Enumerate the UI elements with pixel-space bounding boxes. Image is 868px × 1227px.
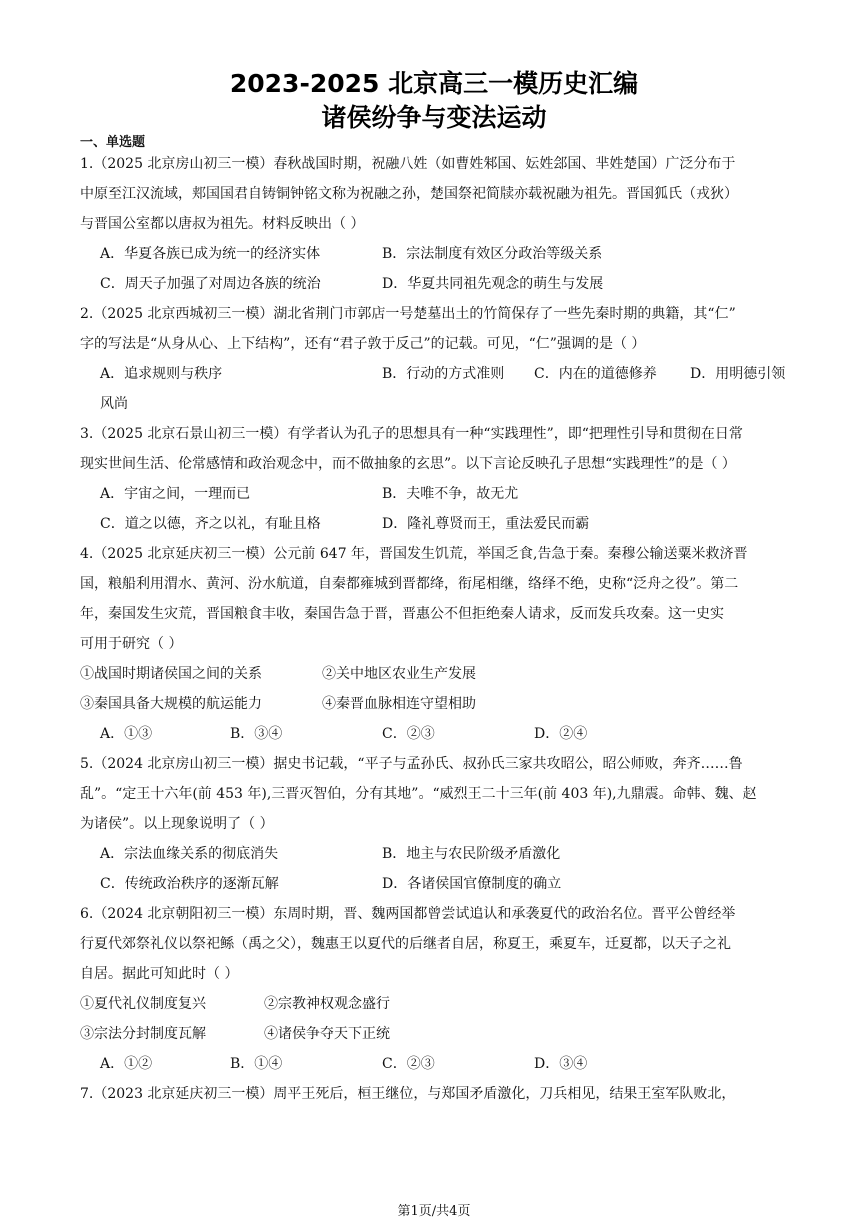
question-5-option-d[interactable]: D．各诸侯国官僚制度的确立	[382, 876, 562, 892]
question-6-option-c[interactable]: C．②③	[382, 1056, 435, 1072]
question-3-option-b[interactable]: B．夫唯不争，故无尤	[382, 486, 519, 502]
question-1-line-1: 1.（2025 北京房山初三一模）春秋战国时期，祝融八姓（如曹姓邾国、妘姓郐国、芈姓楚国）广泛分布于	[80, 156, 736, 172]
question-1-line-2: 中原至江汉流域，郏国国君自铸铜钟铭文称为祝融之孙，楚国祭祀简牍亦载祝融为祖先。晋国狐氏（戎狄）	[80, 186, 738, 202]
question-6-option-a[interactable]: A．①②	[100, 1056, 153, 1072]
question-4-option-a[interactable]: A．①③	[100, 726, 153, 742]
page-number-footer: 第1页/共4页	[397, 1204, 471, 1219]
question-1-line-3: 与晋国公室都以唐叔为祖先。材料反映出（ ）	[80, 216, 365, 232]
question-2-option-d-wrap: 风尚	[100, 396, 128, 412]
question-4-line-3: 年，秦国发生灾荒，晋国粮食丰收，秦国告急于晋，晋惠公不但拒绝秦人请求，反而发兵攻秦。这一史实	[80, 606, 724, 622]
question-1-option-a[interactable]: A．华夏各族已成为统一的经济实体	[100, 246, 321, 262]
question-5-option-b[interactable]: B．地主与农民阶级矛盾激化	[382, 846, 561, 862]
question-6-item-3: ③宗法分封制度瓦解	[80, 1026, 206, 1042]
question-3-option-d[interactable]: D．隆礼尊贤而王，重法爱民而霸	[382, 516, 590, 532]
question-4-line-4: 可用于研究（ ）	[80, 636, 183, 652]
question-6-item-4: ④诸侯争夺天下正统	[264, 1026, 390, 1042]
document-title-line1: 2023-2025 北京高三一模历史汇编	[229, 69, 639, 98]
question-6-line-1: 6.（2024 北京朝阳初三一模）东周时期，晋、魏两国都曾尝试追认和承袭夏代的政治名位。晋平公曾经举	[80, 906, 736, 922]
question-5-option-c[interactable]: C．传统政治秩序的逐渐瓦解	[100, 876, 279, 892]
question-4-line-2: 国，粮船利用渭水、黄河、汾水航道，自秦都雍城到晋都绛，衔尾相继，络绎不绝，史称“泛舟之役”。第二	[80, 576, 739, 592]
question-5-line-1: 5.（2024 北京房山初三一模）据史书记载，“平子与孟孙氏、叔孙氏三家共攻昭公，昭公师败，奔齐……鲁	[80, 756, 743, 772]
question-1-option-c[interactable]: C．周天子加强了对周边各族的统治	[100, 276, 321, 292]
question-4-item-4: ④秦晋血脉相连守望相助	[322, 696, 476, 712]
question-6-item-1: ①夏代礼仪制度复兴	[80, 996, 206, 1012]
document-title-line2: 诸侯纷争与变法运动	[321, 103, 547, 132]
question-5-line-2: 乱”。“定王十六年(前 453 年),三晋灭智伯，分有其地”。“威烈王二十三年(前 403 年),九鼎震。命韩、魏、赵	[80, 786, 757, 802]
question-4-option-c[interactable]: C．②③	[382, 726, 435, 742]
question-3-option-c[interactable]: C．道之以德，齐之以礼，有耻且格	[100, 516, 321, 532]
question-6-line-2: 行夏代郊祭礼仪以祭祀鲧（禹之父），魏惠王以夏代的后继者自居，称夏王，乘夏车，迁夏都，以天子之礼	[80, 936, 731, 952]
question-2-option-c[interactable]: C．内在的道德修养	[534, 366, 657, 382]
question-2-line-1: 2.（2025 北京西城初三一模）湖北省荆门市郭店一号楚墓出土的竹简保存了一些先秦时期的典籍，其“仁”	[80, 306, 736, 322]
question-4-line-1: 4.（2025 北京延庆初三一模）公元前 647 年，晋国发生饥荒，举国乏食,告急于秦。秦穆公输送粟米救济晋	[80, 546, 748, 562]
question-3-option-a[interactable]: A．宇宙之间，一理而已	[100, 486, 251, 502]
question-4-item-3: ③秦国具备大规模的航运能力	[80, 696, 262, 712]
question-4-item-2: ②关中地区农业生产发展	[322, 666, 476, 682]
question-2-line-2: 字的写法是“从身从心、上下结构”，还有“君子敦于反己”的记载。可见，“仁”强调的是（ ）	[80, 336, 646, 352]
question-1-option-b[interactable]: B．宗法制度有效区分政治等级关系	[382, 246, 603, 262]
question-2-option-a[interactable]: A．追求规则与秩序	[100, 366, 223, 382]
question-6-option-b[interactable]: B．①④	[230, 1056, 283, 1072]
question-2-option-d[interactable]: D．用明德引领	[690, 366, 786, 382]
question-6-option-d[interactable]: D．③④	[534, 1056, 588, 1072]
question-3-line-2: 现实世间生活、伦常感情和政治观念中，而不做抽象的玄思”。以下言论反映孔子思想“实践理性”的是（ ）	[80, 456, 736, 472]
question-5-option-a[interactable]: A．宗法血缘关系的彻底消失	[100, 846, 279, 862]
question-6-item-2: ②宗教神权观念盛行	[264, 996, 390, 1012]
question-2-option-b[interactable]: B．行动的方式准则	[382, 366, 505, 382]
question-6-line-3: 自居。据此可知此时（ ）	[80, 966, 239, 982]
question-4-option-b[interactable]: B．③④	[230, 726, 283, 742]
question-3-line-1: 3.（2025 北京石景山初三一模）有学者认为孔子的思想具有一种“实践理性”，即“把理性引导和贯彻在日常	[80, 426, 743, 442]
question-7-line-1: 7.（2023 北京延庆初三一模）周平王死后，桓王继位，与郑国矛盾激化，刀兵相见，结果王室军队败北，	[80, 1086, 736, 1102]
question-4-item-1: ①战国时期诸侯国之间的关系	[80, 666, 262, 682]
section-heading: 一、单选题	[80, 135, 146, 150]
question-4-option-d[interactable]: D．②④	[534, 726, 588, 742]
question-1-option-d[interactable]: D．华夏共同祖先观念的萌生与发展	[382, 276, 604, 292]
question-5-line-3: 为诸侯”。以上现象说明了（ ）	[80, 816, 274, 832]
